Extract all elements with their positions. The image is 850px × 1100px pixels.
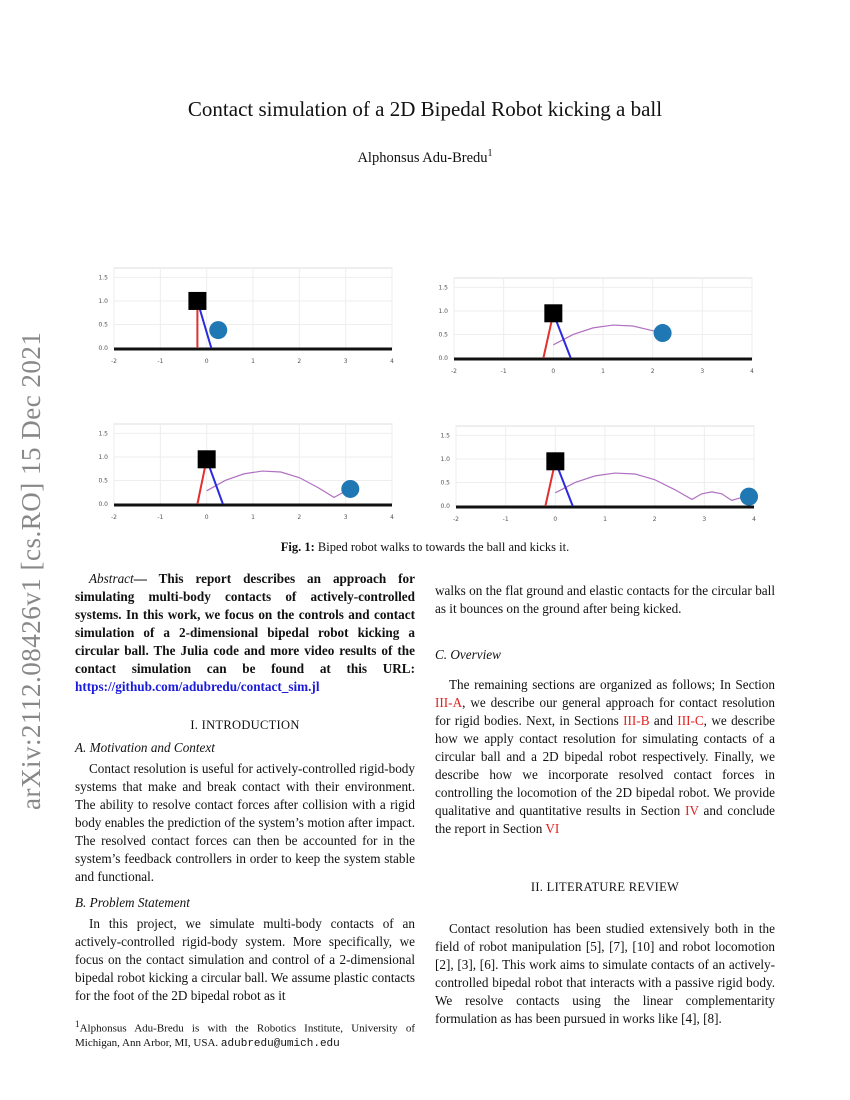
x-tick-label: 2 — [650, 368, 655, 375]
footnote-mark: 1 — [75, 1019, 80, 1029]
author — [0, 148, 850, 167]
x-tick-label: -2 — [451, 368, 457, 375]
x-tick-label: 4 — [752, 516, 756, 523]
y-tick-label: 1.5 — [440, 432, 450, 440]
x-tick-label: -1 — [157, 514, 164, 521]
code-url-link[interactable]: https://github.com/adubredu/contact_sim.jl — [75, 679, 320, 694]
y-tick-label: 0.5 — [98, 321, 108, 329]
figure-label: Fig. 1: — [280, 540, 315, 554]
figure-panel-4 — [422, 420, 762, 532]
text: , we describe how we apply contact resolution for simulating contacts of a circular ball and a 2D bipedal robot respectively. Finally, we describe how we incorporate resolved contact forces in controlling the locomotion of the 2D bipedal robot. We provide qualitative and quantitative results in Section — [435, 713, 776, 818]
section-heading-introduction: I. INTRODUCTION — [190, 718, 300, 732]
robot-body — [544, 304, 562, 322]
paper-title: Contact simulation of a 2D Bipedal Robot kicking a ball — [187, 97, 663, 121]
robot-body — [198, 450, 216, 468]
x-tick-label: 4 — [390, 514, 394, 521]
figure-panel-3 — [80, 418, 400, 530]
right-column — [435, 582, 775, 1028]
y-tick-label: 1.5 — [98, 430, 108, 438]
x-tick-label: 1 — [603, 516, 607, 523]
footnote — [75, 1017, 415, 1052]
x-tick-label: 3 — [702, 516, 707, 523]
x-tick-label: 4 — [390, 358, 394, 365]
x-tick-label: 3 — [343, 514, 348, 521]
section-heading-literature-review: II. LITERATURE REVIEW — [530, 880, 680, 894]
motivation-paragraph: Contact resolution is useful for actively-controlled rigid-body systems that make and break contact with their environment. The ability to resolve contact forces after collision with a rigid body enables the prediction of the system’s motion after impact. The resolved contact forces can then be accounted for in the system’s feedback controllers in order to keep the system stable and functional. — [75, 761, 415, 884]
robot-body — [188, 292, 206, 310]
ref-section-4[interactable]: IV — [685, 803, 699, 818]
y-tick-label: 0.0 — [98, 345, 108, 352]
footnote-text: Alphonsus Adu-Bredu is with the Robotics Institute, University of Michigan, Ann Arbor, MI, USA. — [75, 1022, 415, 1050]
figure-panel-1 — [80, 262, 400, 374]
x-tick-label: 0 — [204, 358, 209, 365]
x-tick-label: 2 — [297, 514, 302, 521]
ref-section-6[interactable]: VI — [545, 821, 560, 836]
robot-body — [546, 452, 564, 470]
y-tick-label: 0.0 — [98, 501, 108, 508]
arxiv-stamp: arXiv:2112.08426v1 [cs.RO] 15 Dec 2021 — [16, 331, 46, 810]
y-tick-label: 1.5 — [98, 274, 108, 282]
x-tick-label: 0 — [204, 514, 209, 521]
y-tick-label: 0.0 — [438, 355, 448, 362]
ball — [740, 488, 758, 506]
x-tick-label: -1 — [157, 358, 164, 365]
author-footnote-mark: 1 — [487, 148, 493, 159]
figure-caption — [0, 540, 850, 555]
problem-paragraph-continued: walks on the flat ground and elastic contacts for the circular ball as it bounces on the ground after being kicked. — [435, 583, 775, 616]
y-tick-label: 1.0 — [438, 307, 448, 315]
ref-section-3a[interactable]: III-A — [435, 695, 463, 710]
subsection-heading-motivation: A. Motivation and Context — [75, 740, 215, 755]
x-tick-label: -1 — [502, 516, 509, 523]
text: and conclude the report in Section — [435, 803, 776, 836]
abstract-dash: — — [133, 571, 147, 586]
x-tick-label: 3 — [700, 368, 705, 375]
x-tick-label: -1 — [500, 368, 507, 375]
figure-caption-text: Biped robot walks to towards the ball and kicks it. — [317, 540, 570, 554]
figure-panel-2 — [420, 272, 760, 384]
text: The remaining sections are organized as follows; In Section — [449, 677, 775, 692]
abstract-text: This report describes an approach for simulating multi-body contacts of actively-controlled systems. In this work, we focus on the controls and contact simulation of a 2-dimensional bipedal robot kicking a circular ball. The Julia code and more video results of the contact simulation can be found at this URL: — [75, 571, 415, 676]
x-tick-label: 1 — [251, 358, 255, 365]
subsection-heading-problem: B. Problem Statement — [75, 895, 190, 910]
x-tick-label: -2 — [111, 358, 117, 365]
y-tick-label: 0.5 — [440, 479, 450, 487]
x-tick-label: -2 — [453, 516, 459, 523]
y-tick-label: 1.5 — [438, 284, 448, 292]
x-tick-label: -2 — [111, 514, 117, 521]
x-tick-label: 0 — [551, 368, 556, 375]
y-tick-label: 0.0 — [440, 503, 450, 510]
y-tick-label: 1.0 — [440, 455, 450, 463]
author-name: Alphonsus Adu-Bredu — [357, 149, 488, 166]
x-tick-label: 3 — [343, 358, 348, 365]
subsection-heading-overview: C. Overview — [435, 647, 501, 662]
y-tick-label: 0.5 — [98, 477, 108, 485]
x-tick-label: 4 — [750, 368, 754, 375]
ball — [341, 480, 359, 498]
ball — [654, 324, 672, 342]
abstract-label: Abstract — [89, 571, 134, 586]
x-tick-label: 1 — [251, 514, 255, 521]
text: , we describe our general approach for contact resolution for rigid bodies. Next, in Sections — [435, 695, 775, 728]
abstract — [75, 570, 415, 696]
author-email: adubredu@umich.edu — [220, 1038, 340, 1051]
y-tick-label: 1.0 — [98, 297, 108, 305]
y-tick-label: 0.5 — [438, 331, 448, 339]
ball — [209, 321, 227, 339]
left-column — [75, 570, 415, 1052]
overview-paragraph — [435, 676, 775, 838]
x-tick-label: 0 — [553, 516, 558, 523]
problem-paragraph: In this project, we simulate multi-body contacts of an actively-controlled rigid-body system. More specifically, we focus on the contact simulation and control of a 2-dimensional bipedal robot kicking a circular ball. We assume plastic contacts for the foot of the 2D bipedal robot as it — [75, 916, 415, 1003]
x-tick-label: 2 — [652, 516, 657, 523]
ref-section-3c[interactable]: III-C — [677, 713, 704, 728]
literature-review-paragraph: Contact resolution has been studied extensively both in the field of robot manipulation [5], [7], [10] and robot locomotion [2], [3], [6]. This work aims to simulate contacts of an actively-controlled bipedal robot that interacts with a passive rigid body. We resolve contacts using the linear complementarity formulation as has been pursued in works like [4], [8]. — [435, 921, 775, 1026]
text: and — [649, 713, 678, 728]
x-tick-label: 1 — [601, 368, 605, 375]
y-tick-label: 1.0 — [98, 453, 108, 461]
x-tick-label: 2 — [297, 358, 302, 365]
ref-section-3b[interactable]: III-B — [623, 713, 650, 728]
